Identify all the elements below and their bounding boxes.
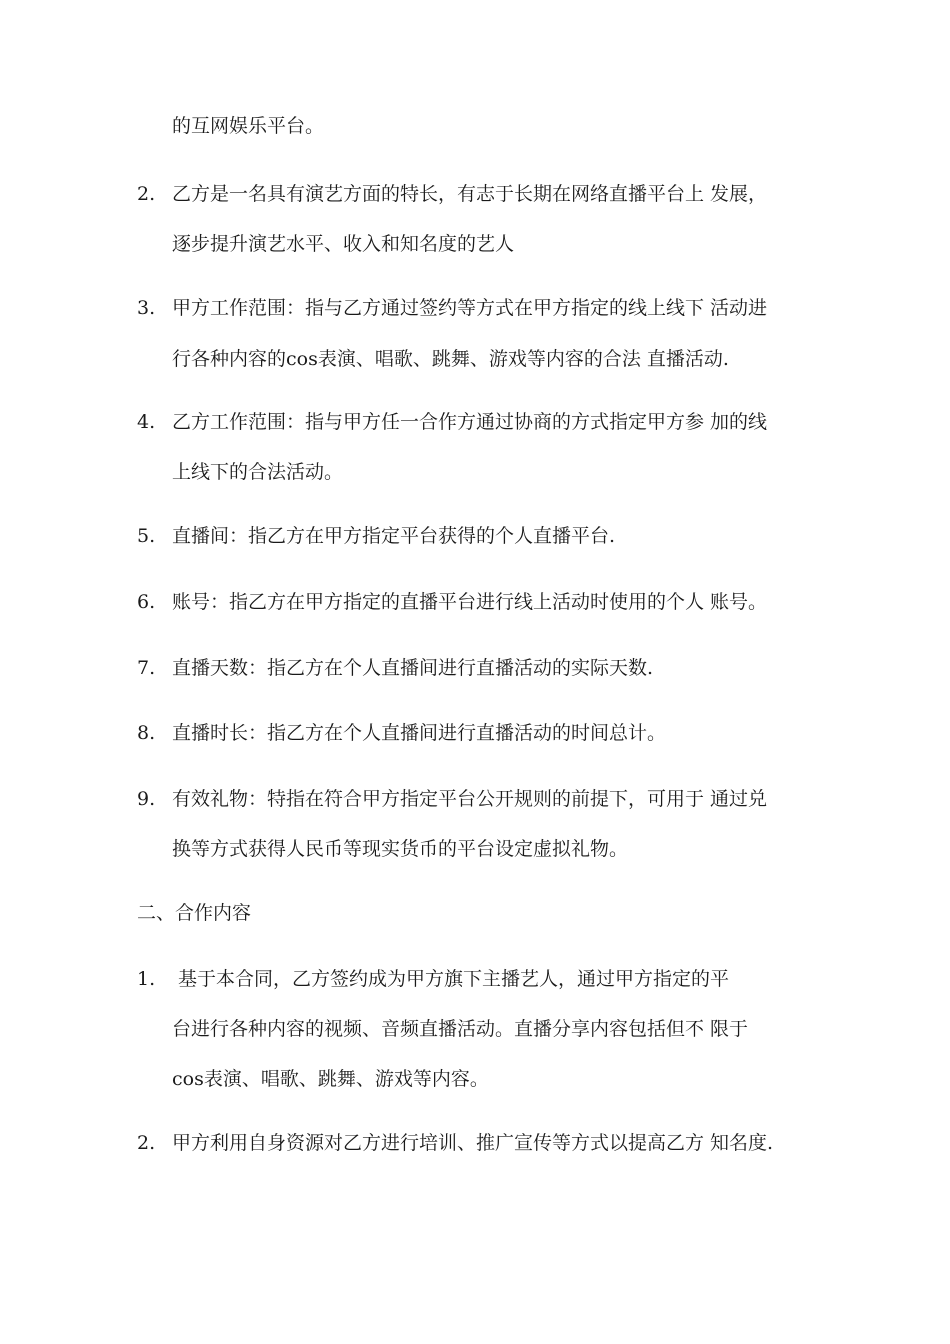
section-heading: 二、合作内容 bbox=[137, 902, 252, 924]
item-text-line: 乙方工作范围：指与甲方任一合作方通过协商的方式指定甲方参 加的线 bbox=[172, 411, 768, 433]
item-text-line: 逐步提升演艺水平、收入和知名度的艺人 bbox=[172, 233, 515, 255]
item-text-line: 上线下的合法活动。 bbox=[172, 461, 344, 483]
item-text-line: 直播间：指乙方在甲方指定平台获得的个人直播平台. bbox=[172, 525, 616, 547]
item-number: 3. bbox=[137, 297, 156, 319]
item-number: 2. bbox=[137, 183, 156, 205]
item-text-line: 基于本合同，乙方签约成为甲方旗下主播艺人，通过甲方指定的平 bbox=[172, 968, 730, 990]
item-text-line: 账号：指乙方在甲方指定的直播平台进行线上活动时使用的个人 账号。 bbox=[172, 591, 768, 613]
item-number: 4. bbox=[137, 411, 156, 433]
item-text-line: 行各种内容的cos表演、唱歌、跳舞、游戏等内容的合法 直播活动. bbox=[172, 348, 729, 370]
item-text-line: 直播时长：指乙方在个人直播间进行直播活动的时间总计。 bbox=[172, 722, 667, 744]
item-text-line: 乙方是一名具有演艺方面的特长，有志于长期在网络直播平台上 发展， bbox=[172, 183, 768, 205]
item-text-line: 台进行各种内容的视频、音频直播活动。直播分享内容包括但不 限于 bbox=[172, 1018, 749, 1040]
item-text-line: 换等方式获得人民币等现实货币的平台设定虚拟礼物。 bbox=[172, 838, 629, 860]
item-number: 2. bbox=[137, 1132, 156, 1154]
item-number: 8. bbox=[137, 722, 156, 744]
item-text-line: 甲方利用自身资源对乙方进行培训、推广宣传等方式以提高乙方 知名度. bbox=[172, 1132, 774, 1154]
item-text-line: 直播天数：指乙方在个人直播间进行直播活动的实际天数. bbox=[172, 657, 654, 679]
item-text-line: 甲方工作范围：指与乙方通过签约等方式在甲方指定的线上线下 活动进 bbox=[172, 297, 768, 319]
continuation-line: 的互网娱乐平台。 bbox=[172, 115, 325, 137]
item-number: 5. bbox=[137, 525, 156, 547]
item-text-line: 有效礼物：特指在符合甲方指定平台公开规则的前提下，可用于 通过兑 bbox=[172, 788, 768, 810]
item-number: 9. bbox=[137, 788, 156, 810]
item-number: 1. bbox=[137, 968, 156, 990]
item-number: 6. bbox=[137, 591, 156, 613]
item-number: 7. bbox=[137, 657, 156, 679]
item-text-line: cos表演、唱歌、跳舞、游戏等内容。 bbox=[172, 1068, 489, 1090]
